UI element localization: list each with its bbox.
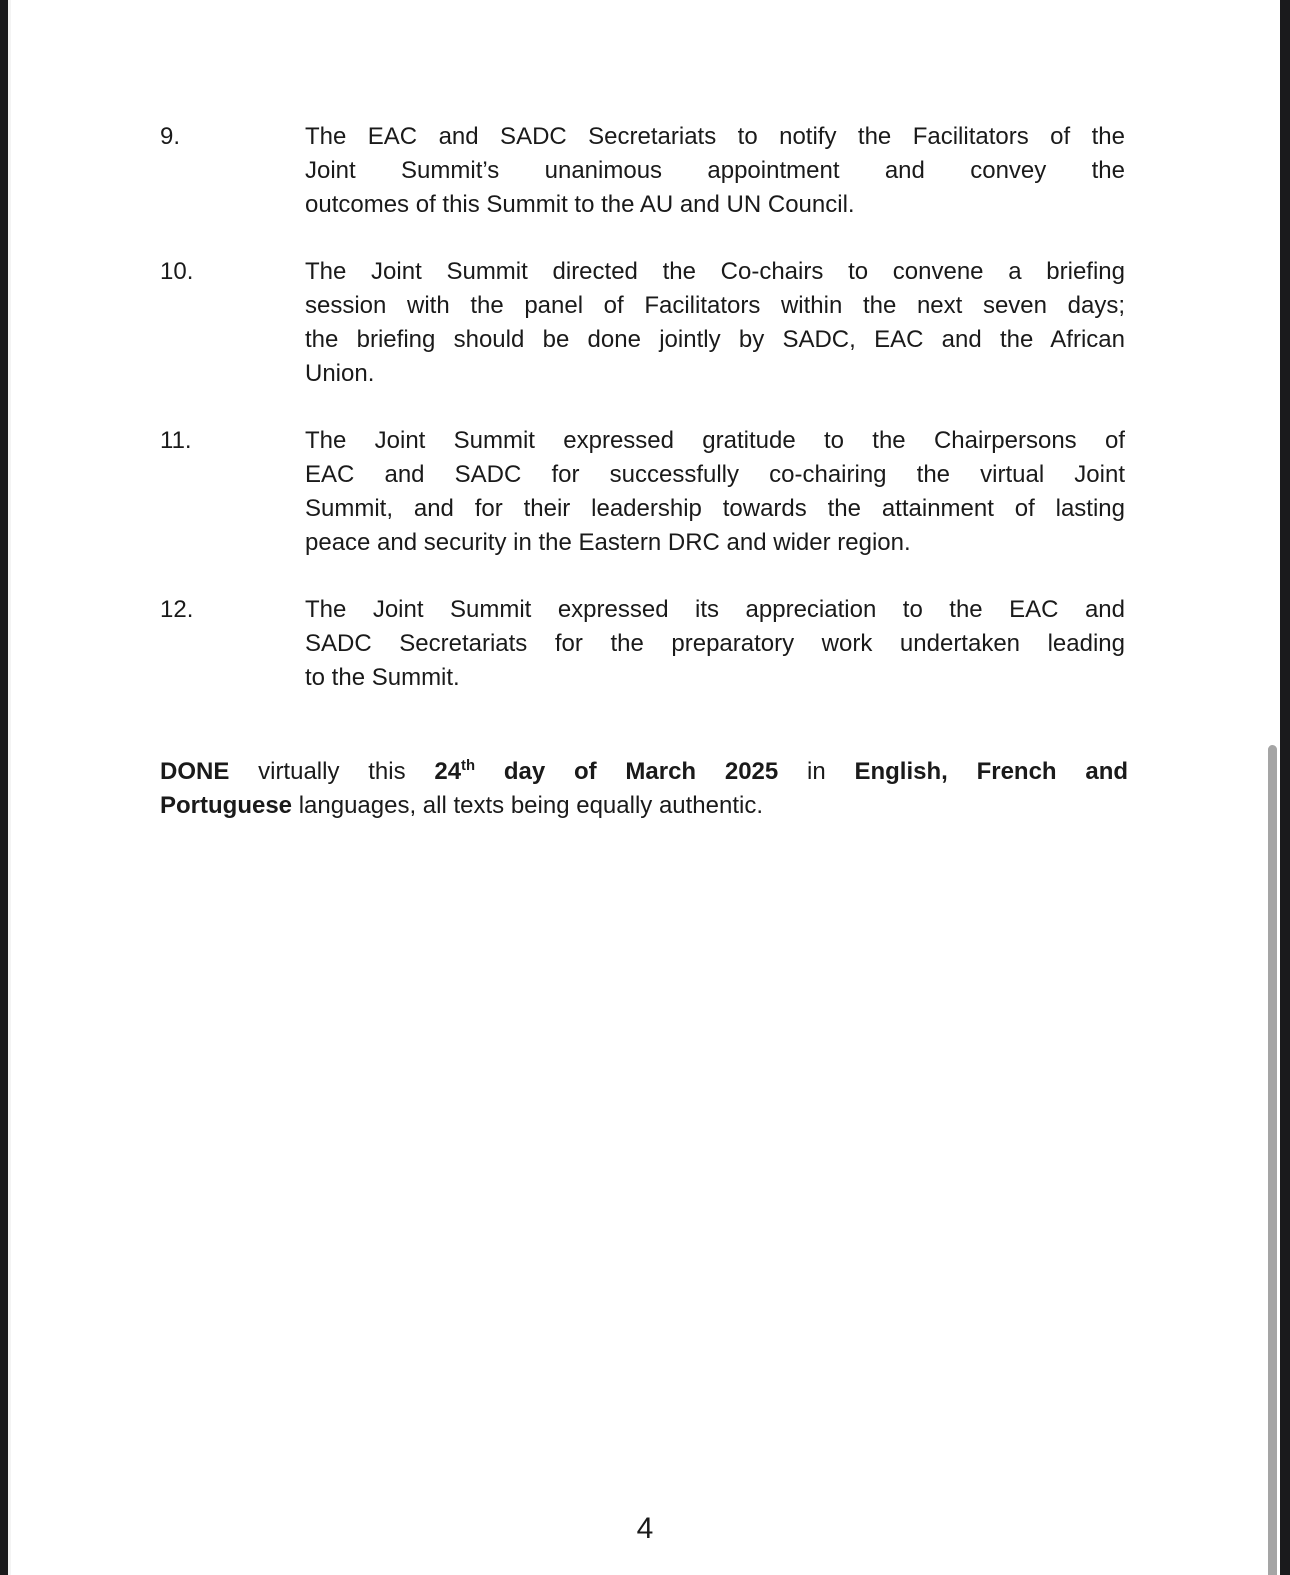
text-line: to the Summit. — [305, 664, 460, 691]
paragraph-text — [305, 255, 1125, 391]
text-line: Summit, and for their leadership towards the attainment of lasting — [305, 495, 1125, 522]
text-line: the briefing should be done jointly by SADC, EAC and the African — [305, 326, 1125, 353]
text-line: The Joint Summit expressed its appreciation to the EAC and — [305, 596, 1125, 623]
text-line: The EAC and SADC Secretariats to notify the Facilitators of the — [305, 123, 1125, 150]
paragraph-11 — [160, 424, 1130, 560]
text-line: EAC and SADC for successfully co-chairing the virtual Joint — [305, 461, 1125, 488]
text-line: DONE virtually this 24th day of March 2025 in English, French and — [160, 758, 1128, 785]
text-line: Union. — [305, 360, 375, 387]
paragraph-text — [305, 424, 1125, 560]
paragraph-12 — [160, 593, 1130, 695]
paragraph-number: 9. — [160, 123, 181, 150]
text-line: The Joint Summit directed the Co-chairs to convene a briefing — [305, 258, 1125, 285]
paragraph-9 — [160, 120, 1130, 222]
page-number-footer: 4 — [636, 1512, 654, 1545]
screen-edge-right — [1280, 0, 1290, 1575]
paragraph-number: 11. — [160, 427, 192, 454]
text-line: The Joint Summit expressed gratitude to the Chairpersons of — [305, 427, 1125, 454]
paragraph-number: 12. — [160, 596, 194, 623]
closing-statement — [160, 755, 1128, 823]
underlined-comma: , — [386, 495, 394, 522]
text-line: SADC Secretariats for the preparatory work undertaken leading — [305, 630, 1125, 657]
text-line: session with the panel of Facilitators within the next seven days; — [305, 292, 1125, 319]
text-line: peace and security in the Eastern DRC and wider region. — [305, 529, 911, 556]
paragraph-number: 10. — [160, 258, 194, 285]
text-line: outcomes of this Summit to the AU and UN Council. — [305, 191, 855, 218]
paragraph-10 — [160, 255, 1130, 391]
paragraph-text — [305, 593, 1125, 695]
text-line: Joint Summit’s unanimous appointment and convey the — [305, 157, 1125, 184]
screen-edge-left — [0, 0, 8, 1575]
page-edge-shadow — [8, 0, 11, 1575]
paragraph-text — [305, 120, 1125, 222]
scrollbar-thumb[interactable] — [1268, 745, 1277, 1575]
text-line: Portuguese languages, all texts being equally authentic. — [160, 792, 764, 819]
